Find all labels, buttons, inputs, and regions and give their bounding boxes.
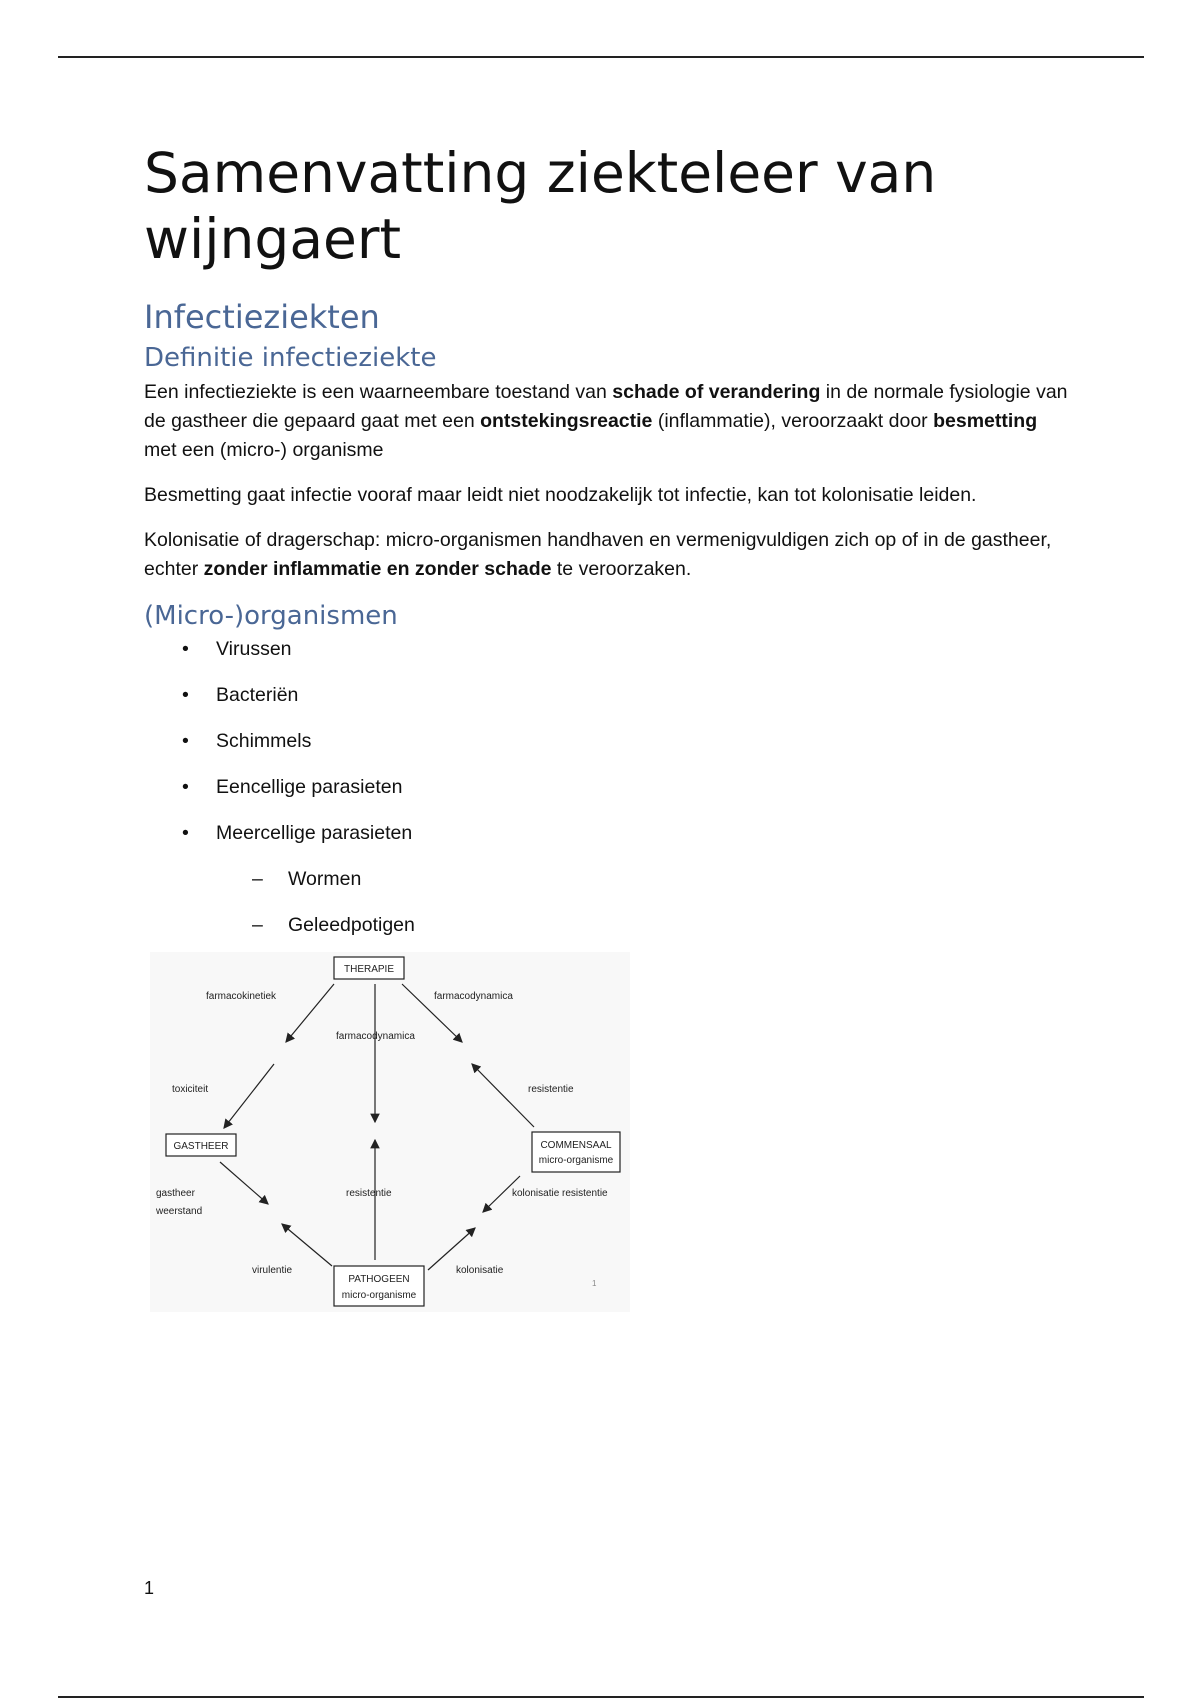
text-run: Kolonisatie of dragerschap: micro-organismen handhaven en vermenigvuldigen zich op of in de gastheer, echter — [144, 529, 1052, 580]
kolonisatie-paragraph — [144, 526, 1074, 584]
document-title: Samenvatting ziekteleer van wijngaert — [144, 141, 937, 271]
label-kolonisatie: kolonisatie — [456, 1265, 504, 1276]
sub-list-item-label: Wormen — [288, 868, 362, 890]
label-farmacodynamica-right: farmacodynamica — [434, 991, 513, 1002]
label-farmacodynamica-center: farmacodynamica — [336, 1031, 415, 1042]
section-heading-infectieziekten: Infectieziekten — [144, 298, 380, 336]
commensaal-label: COMMENSAAL — [540, 1140, 612, 1151]
sub-list-item — [216, 866, 1074, 892]
list-item-label: Schimmels — [216, 730, 312, 752]
label-virulentie: virulentie — [252, 1265, 293, 1276]
sub-list-item — [216, 912, 1074, 938]
label-farmacokinetiek: farmacokinetiek — [206, 991, 277, 1002]
bullet-marker: • — [182, 638, 189, 660]
therapy-diagram — [150, 952, 630, 1312]
dash-marker: – — [252, 868, 263, 890]
commensaal-box — [532, 1132, 620, 1172]
sub-list — [216, 866, 1074, 938]
pathogeen-label: PATHOGEEN — [348, 1274, 410, 1285]
commensaal-sublabel: micro-organisme — [538, 1155, 614, 1166]
bold-run: ontstekingsreactie — [480, 410, 653, 432]
diagram-footnote-mark: 1 — [592, 1279, 597, 1288]
bold-run: zonder inflammatie en zonder schade — [203, 558, 552, 580]
text-run: met een (micro-) organisme — [144, 439, 384, 461]
pathogeen-sublabel: micro-organisme — [341, 1290, 417, 1301]
label-gastheer: gastheer — [156, 1188, 195, 1199]
definition-paragraph — [144, 378, 1074, 465]
sub-list-item-label: Geleedpotigen — [288, 914, 415, 936]
bold-run: schade of verandering — [612, 381, 821, 403]
dash-marker: – — [252, 914, 263, 936]
list-item-label: Bacteriën — [216, 684, 299, 706]
list-item — [144, 682, 1074, 708]
label-kolonisatie-resistentie: kolonisatie resistentie — [512, 1188, 608, 1199]
list-item — [144, 636, 1074, 662]
bold-run: besmetting — [933, 410, 1038, 432]
besmetting-paragraph: Besmetting gaat infectie vooraf maar leidt niet noodzakelijk tot infectie, kan tot kolonisatie leiden. — [144, 484, 977, 506]
label-resistentie-right: resistentie — [528, 1084, 574, 1095]
label-weerstand: weerstand — [156, 1206, 203, 1217]
bullet-marker: • — [182, 684, 189, 706]
bullet-marker: • — [182, 822, 189, 844]
footer-rule — [58, 1696, 1144, 1698]
list-item-label: Virussen — [216, 638, 292, 660]
text-run: in de normale fysiologie van de gastheer die gepaard gaat met een — [144, 381, 1068, 432]
subheading-definitie: Definitie infectieziekte — [144, 343, 437, 373]
subheading-organismen: (Micro-)organismen — [144, 601, 398, 631]
text-run: (inflammatie), veroorzaakt door — [652, 410, 934, 432]
list-item — [144, 728, 1074, 754]
gastheer-label: GASTHEER — [173, 1141, 229, 1152]
label-resistentie-center: resistentie — [346, 1188, 392, 1199]
list-item-label: Meercellige parasieten — [216, 822, 413, 844]
list-item — [144, 774, 1074, 800]
header-rule — [58, 56, 1144, 58]
organisms-list — [144, 636, 1074, 938]
text-run: Een infectieziekte is een waarneembare toestand van — [144, 381, 613, 403]
text-run: te veroorzaken. — [551, 558, 692, 580]
page-content — [144, 140, 1074, 958]
label-toxiciteit: toxiciteit — [172, 1084, 209, 1095]
list-item — [144, 820, 1074, 938]
diagram-svg — [150, 952, 630, 1312]
therapie-label: THERAPIE — [343, 964, 395, 975]
bullet-marker: • — [182, 776, 189, 798]
page-number: 1 — [144, 1578, 155, 1598]
bullet-marker: • — [182, 730, 189, 752]
list-item-label: Eencellige parasieten — [216, 776, 403, 798]
